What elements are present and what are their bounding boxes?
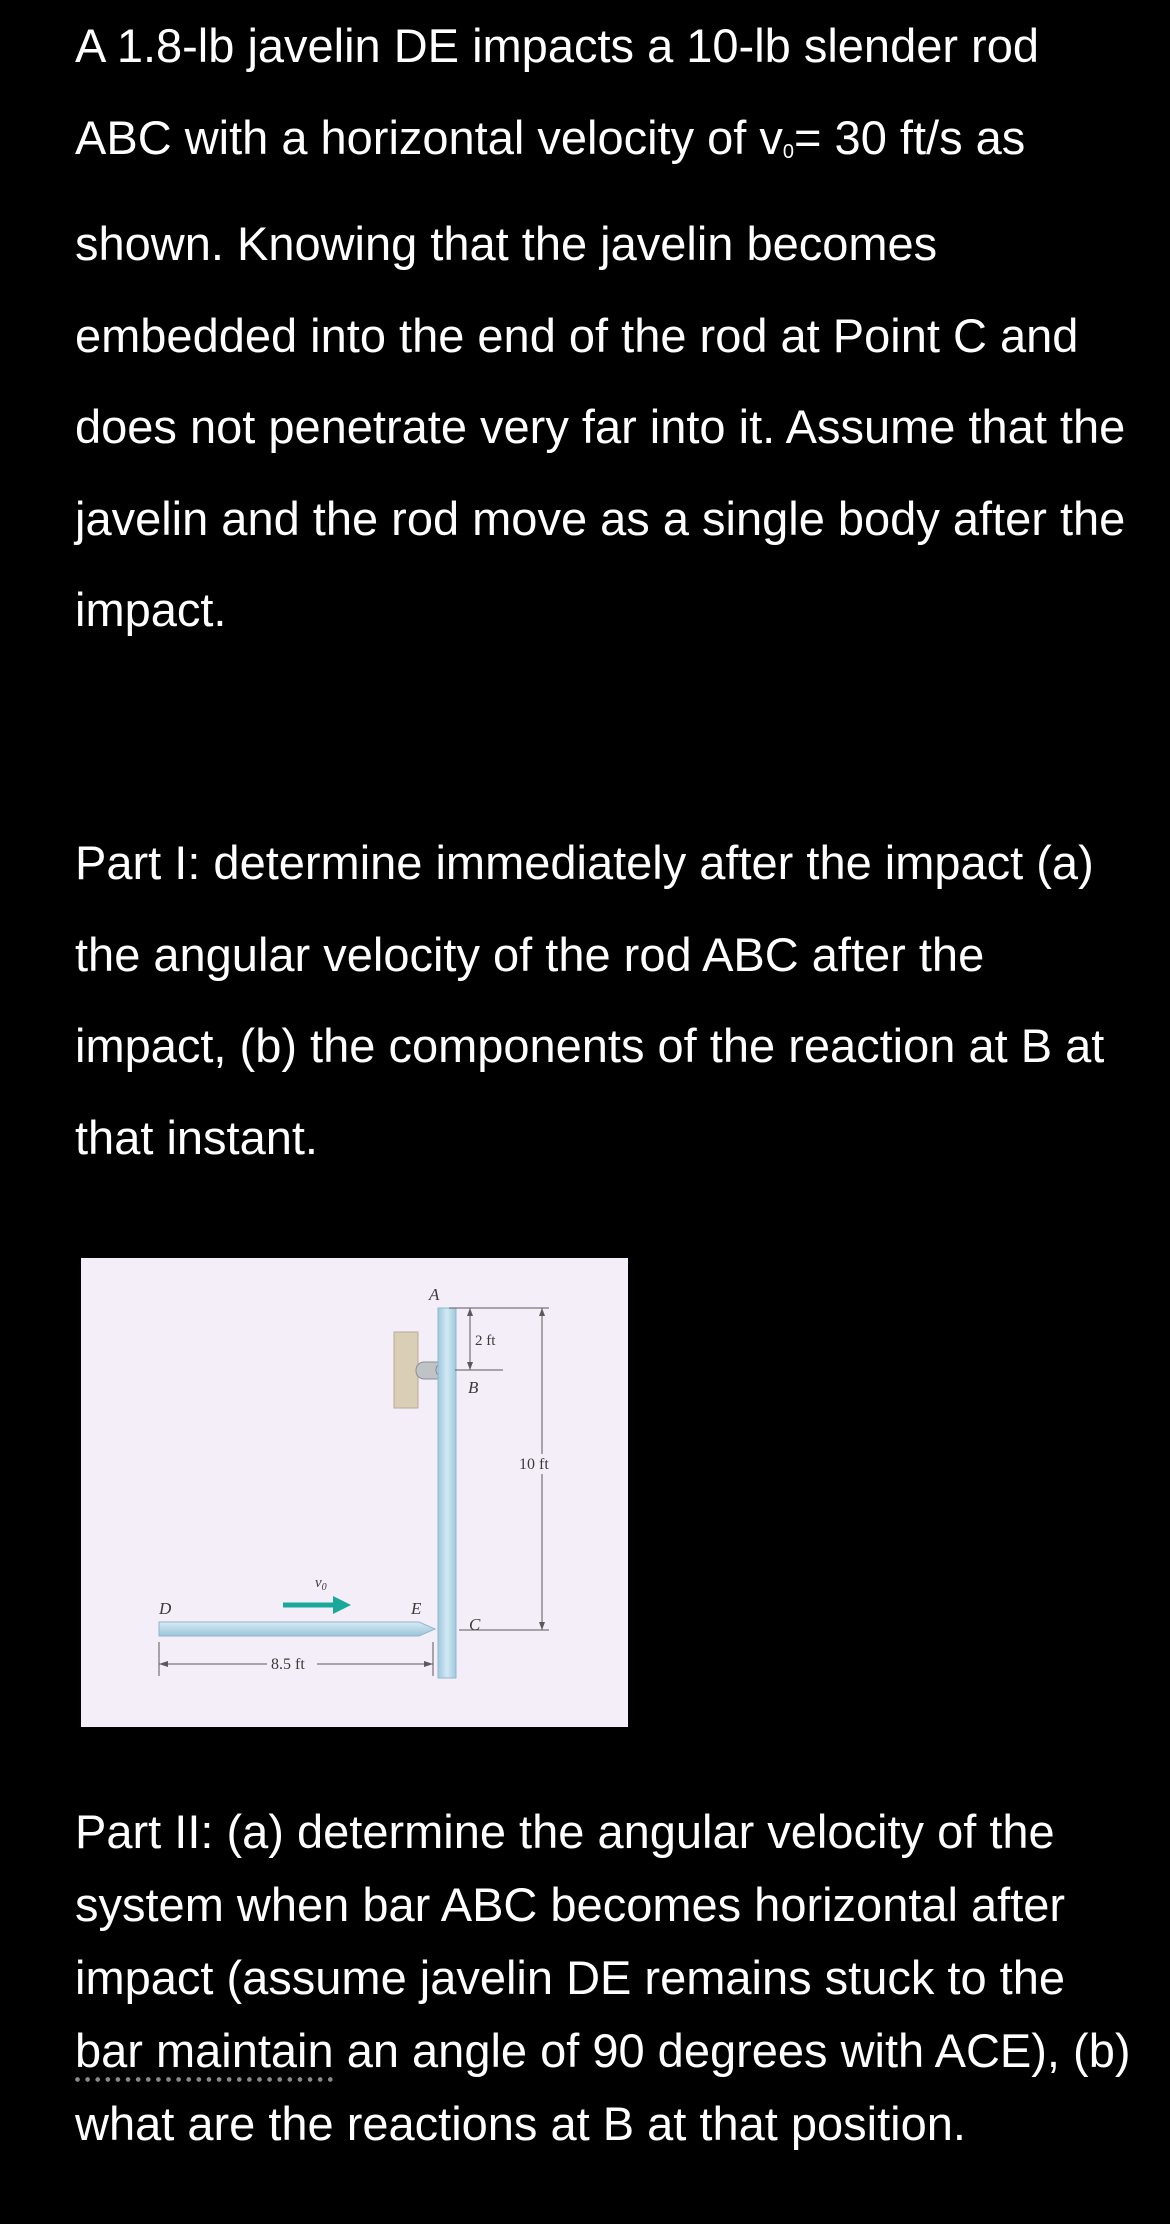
- dim-10ft-label: 10 ft: [519, 1456, 549, 1473]
- wall-bracket: [394, 1332, 418, 1408]
- dim-2ft-label: 2 ft: [475, 1333, 496, 1349]
- label-a: A: [429, 1285, 440, 1304]
- label-c: C: [469, 1615, 481, 1634]
- dim-10ft-arrow-top: [539, 1308, 545, 1316]
- rod-abc: [438, 1308, 456, 1678]
- part-two-question: [75, 1795, 1135, 2160]
- dim-10ft-arrow-bottom: [539, 1622, 545, 1630]
- dim-8ft-arrow-left: [159, 1661, 168, 1667]
- velocity-arrowhead: [333, 1596, 351, 1614]
- problem-intro-text-cont: = 30 ft/s as shown. Knowing that the javelin becomes embedded into the end of the rod at Point C and does not penetrate very far into it. Assume that the javelin and the rod move as a single body after the impact.: [75, 110, 1126, 636]
- problem-figure: [81, 1258, 628, 1727]
- part-one-question: Part I: determine immediately after the impact (a) the angular velocity of the rod ABC after the impact, (b) the components of the reaction at B at that instant.: [75, 836, 1105, 1164]
- part-two-text: Part II: (a) determine the angular velocity of the system when bar ABC becomes horizontal after impact (assume javelin DE remains stuck to the: [75, 1805, 1066, 2004]
- label-b: B: [468, 1378, 479, 1397]
- javelin-de: [159, 1622, 435, 1636]
- dictionary-link[interactable]: bar maintain: [75, 2024, 334, 2077]
- problem-statement: [75, 0, 1135, 656]
- dim-8ft-arrow-right: [424, 1661, 433, 1667]
- dim-2ft-arrow-top: [467, 1308, 473, 1316]
- velocity-label: $v_0$: [315, 1575, 327, 1593]
- dim-2ft-arrow-bottom: [467, 1362, 473, 1370]
- problem-intro-text: A 1.8-lb javelin DE impacts a 10-lb slender rod ABC with a horizontal velocity of v: [75, 19, 1039, 164]
- dim-8ft-label: 8.5 ft: [271, 1656, 305, 1673]
- velocity-subscript: 0: [782, 140, 795, 163]
- rod-javelin-diagram: [81, 1258, 628, 1727]
- label-d: D: [159, 1599, 172, 1618]
- part-two-text-cont: an angle of 90 degrees with ACE), (b) what are the reactions at B at that position.: [75, 2024, 1131, 2150]
- label-e: E: [411, 1599, 422, 1618]
